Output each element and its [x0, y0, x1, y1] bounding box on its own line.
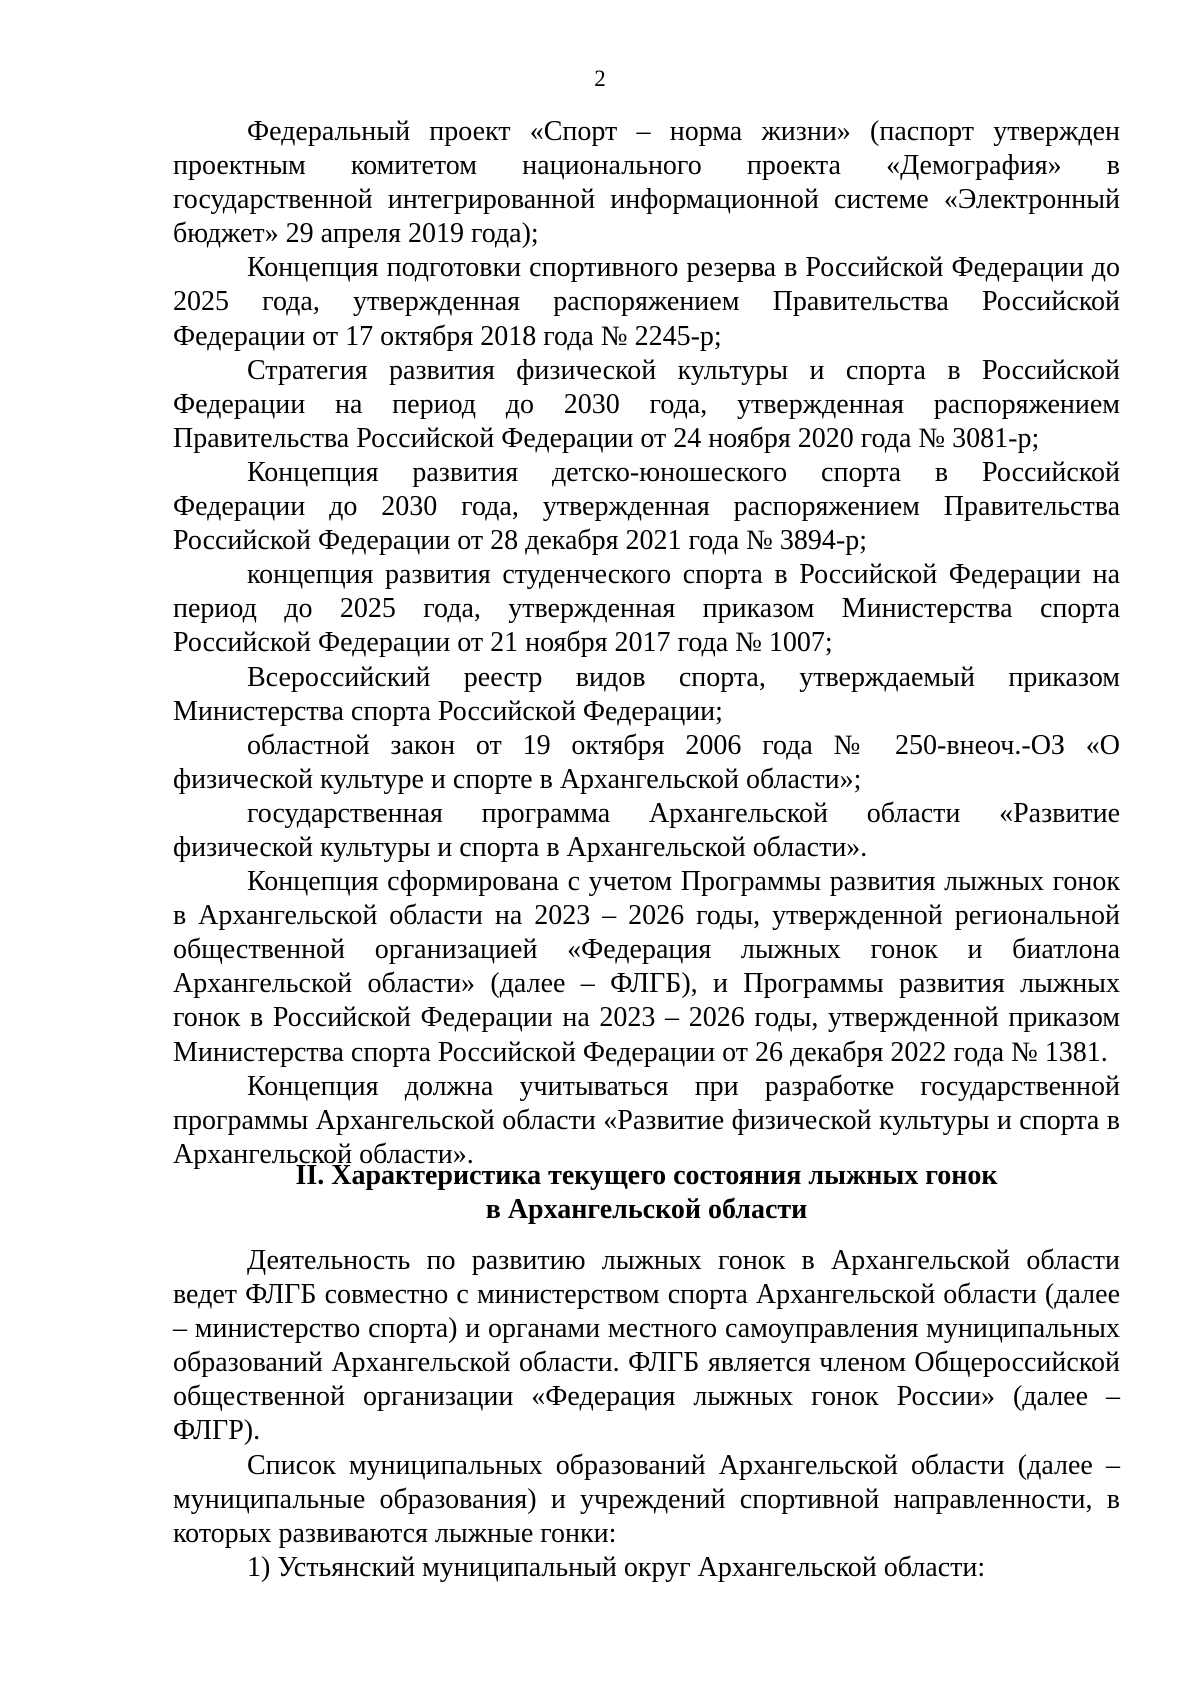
paragraph-sport-strategy: Стратегия развития физической культуры и спорта в Российской Федерации на период до 2030 года, утвержденная распоряжением Правительства Российской Федерации от 24 ноября 2020 года № 3081-р;: [173, 354, 1120, 454]
paragraph-municipalities-list-intro: Список муниципальных образований Архангельской области (далее – муниципальные образования) и учреждений спортивной направленности, в которых развиваются лыжные гонки:: [173, 1449, 1120, 1549]
legal-bases-block: [173, 115, 1120, 1172]
paragraph-concept-basis: Концепция сформирована с учетом Программы развития лыжных гонок в Архангельской области на 2023 – 2026 годы, утвержденной региональной общественной организацией «Федерация лыжных гонок и биатлона Архангельской области» (далее – ФЛГБ), и Программы развития лыжных гонок в Российской Федерации на 2023 – 2026 годы, утвержденной приказом Министерства спорта Российской Федерации от 26 декабря 2022 года № 1381.: [173, 866, 1120, 1068]
paragraph-sports-registry: Всероссийский реестр видов спорта, утверждаемый приказом Министерства спорта Российской Федерации;: [173, 661, 1120, 727]
paragraph-youth-sport-concept: Концепция развития детско-юношеского спорта в Российской Федерации до 2030 года, утвержденная распоряжением Правительства Российской Федерации от 28 декабря 2021 года № 3894-р;: [173, 456, 1120, 557]
section-body-block: [173, 1244, 1120, 1585]
section-heading-line2: в Архангельской области: [485, 1194, 808, 1226]
page-number: 2: [594, 66, 606, 91]
list-item-ustyansky: 1) Устьянский муниципальный округ Архангельской области:: [247, 1551, 986, 1583]
section-heading-line1: II. Характеристика текущего состояния лыжных гонок: [295, 1160, 998, 1191]
paragraph-regional-law: областной закон от 19 октября 2006 года № 250-внеоч.-ОЗ «О физической культуре и спорте в Архангельской области»;: [173, 729, 1120, 795]
paragraph-sport-reserve-concept: Концепция подготовки спортивного резерва в Российской Федерации до 2025 года, утвержденная распоряжением Правительства Российской Федерации от 17 октября 2018 года № 2245-р;: [173, 252, 1120, 352]
section-heading: [173, 1159, 1120, 1227]
paragraph-student-sport-concept: концепция развития студенческого спорта в Российской Федерации на период до 2025 года, утвержденная приказом Министерства спорта Российской Федерации от 21 ноября 2017 года № 1007;: [173, 559, 1120, 659]
paragraph-activities: Деятельность по развитию лыжных гонок в Архангельской области ведет ФЛГБ совместно с министерством спорта Архангельской области (далее – министерство спорта) и органами местного самоуправления муниципальных образований Архангельской области. ФЛГБ является членом Общероссийской общественной организации «Федерация лыжных гонок России» (далее – ФЛГР).: [173, 1245, 1120, 1447]
paragraph-federal-project: Федеральный проект «Спорт – норма жизни» (паспорт утвержден проектным комитетом национального проекта «Демография» в государственной интегрированной информационной системе «Электронный бюджет» 29 апреля 2019 года);: [173, 116, 1120, 250]
paragraph-state-program: государственная программа Архангельской области «Развитие физической культуры и спорта в Архангельской области».: [173, 797, 1120, 863]
paragraph-concept-application: Концепция должна учитываться при разработке государственной программы Архангельской области «Развитие физической культуры и спорта в Архангельской области».: [173, 1070, 1120, 1170]
